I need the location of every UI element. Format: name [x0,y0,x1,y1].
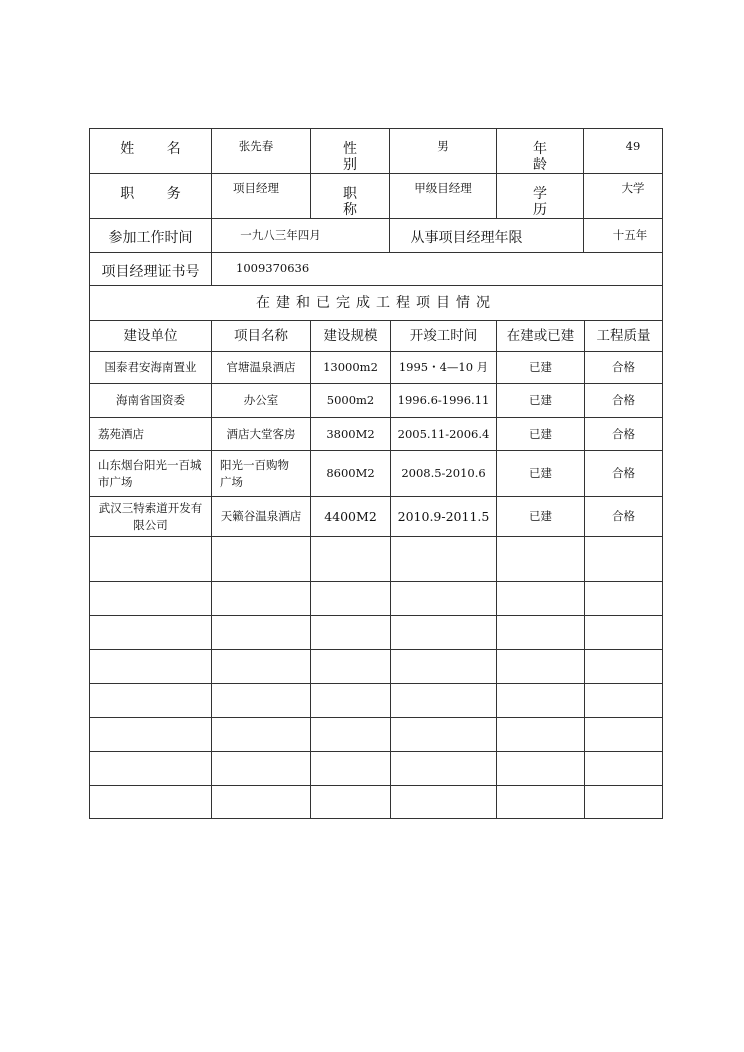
cell-quality: 合格 [585,384,663,418]
cell-scale: 3800M2 [311,418,391,451]
empty-row [90,616,663,650]
cell-scale: 8600M2 [311,451,391,497]
info-row-3 [90,219,663,253]
cell-scale: 13000m2 [311,352,391,384]
column-header: 建设规模 [311,321,391,352]
name-label: 姓 名 [90,129,212,174]
cell-period: 2005.11-2006.4 [391,418,497,451]
cell-quality: 合格 [585,352,663,384]
empty-row [90,684,663,718]
form-table [89,128,663,321]
empty-row [90,582,663,616]
cell-status: 已建 [497,418,585,451]
work-start-label: 参加工作时间 [90,219,212,253]
column-header-row [90,321,663,352]
empty-row [90,537,663,582]
age-value: 49 [584,129,663,174]
cell-unit: 国泰君安海南置业 [90,352,212,384]
cell-unit: 山东烟台阳光一百城市广场 [90,451,212,497]
cell-scale: 4400M2 [311,497,391,537]
column-header: 项目名称 [212,321,311,352]
table-row [90,497,663,537]
project-manager-form [89,128,662,819]
age-label: 年 龄 [497,129,584,174]
cell-project: 酒店大堂客房 [212,418,311,451]
empty-row [90,718,663,752]
cell-project: 天籁谷温泉酒店 [212,497,311,537]
cell-quality: 合格 [585,497,663,537]
cell-quality: 合格 [585,451,663,497]
info-row-4 [90,253,663,286]
cell-status: 已建 [497,352,585,384]
cell-period: 2008.5-2010.6 [391,451,497,497]
cell-status: 已建 [497,384,585,418]
position-value: 项目经理 [212,174,311,219]
table-row [90,418,663,451]
education-value: 大学 [584,174,663,219]
column-header: 在建或已建 [497,321,585,352]
pm-years-label: 从事项目经理年限 [390,219,584,253]
table-row [90,352,663,384]
name-value: 张先春 [212,129,311,174]
empty-row [90,786,663,819]
table-row [90,384,663,418]
cell-status: 已建 [497,497,585,537]
cell-status: 已建 [497,451,585,497]
projects-table [89,320,663,819]
cert-value: 1009370636 [212,253,663,286]
cell-project: 阳光一百购物广场 [212,451,311,497]
title-label: 职 称 [311,174,390,219]
cell-unit: 海南省国资委 [90,384,212,418]
section-title: 在建和已完成工程项目情况 [90,286,663,321]
empty-row [90,752,663,786]
gender-value: 男 [390,129,497,174]
info-row-2 [90,174,663,219]
cell-period: 2010.9-2011.5 [391,497,497,537]
work-start-value: 一九八三年四月 [212,219,390,253]
cell-unit: 荔苑酒店 [90,418,212,451]
cell-period: 1995・4—10 月 [391,352,497,384]
education-label: 学 历 [497,174,584,219]
table-row [90,451,663,497]
cell-period: 1996.6-1996.11 [391,384,497,418]
cell-unit: 武汉三特索道开发有限公司 [90,497,212,537]
cell-scale: 5000m2 [311,384,391,418]
gender-label: 性 别 [311,129,390,174]
cell-quality: 合格 [585,418,663,451]
column-header: 工程质量 [585,321,663,352]
column-header: 建设单位 [90,321,212,352]
cell-project: 办公室 [212,384,311,418]
pm-years-value: 十五年 [584,219,663,253]
empty-row [90,650,663,684]
section-title-row [90,286,663,321]
title-value: 甲级目经理 [390,174,497,219]
cert-label: 项目经理证书号 [90,253,212,286]
column-header: 开竣工时间 [391,321,497,352]
info-row-1 [90,129,663,174]
cell-project: 官塘温泉酒店 [212,352,311,384]
position-label: 职 务 [90,174,212,219]
